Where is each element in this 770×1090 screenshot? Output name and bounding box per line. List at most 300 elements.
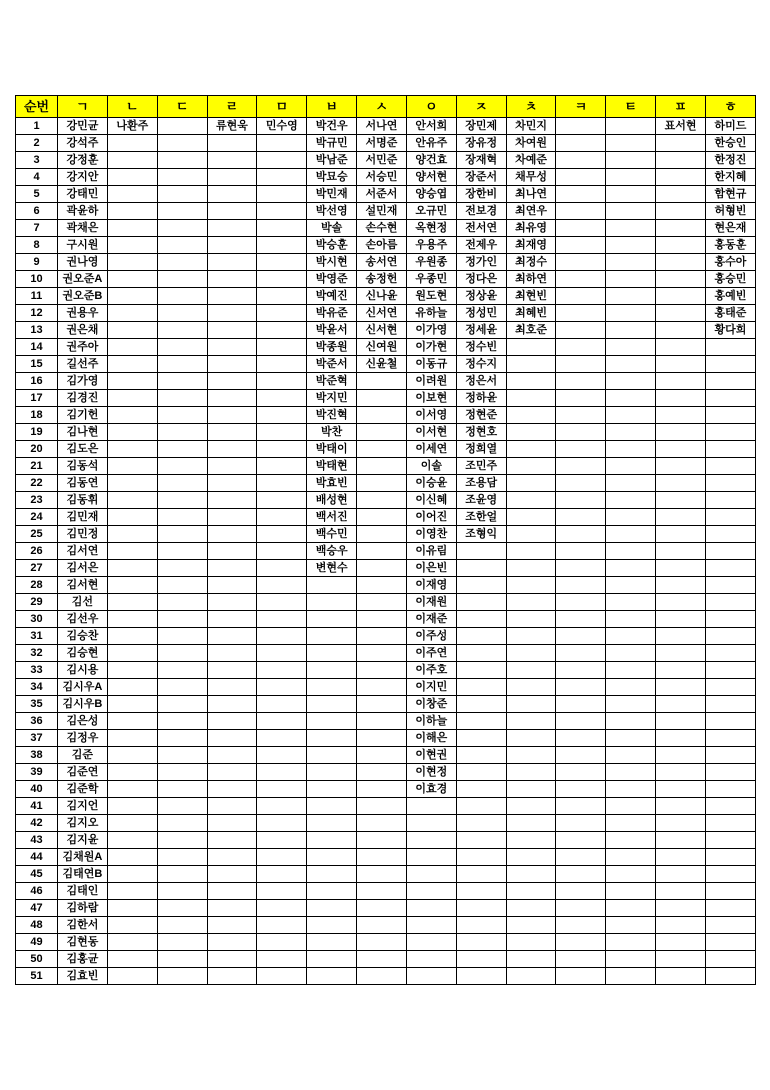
empty-cell [656, 288, 706, 305]
name-cell: 정상윤 [456, 288, 506, 305]
empty-cell [506, 679, 556, 696]
name-cell: 박종원 [307, 339, 357, 356]
empty-cell [506, 424, 556, 441]
empty-cell [357, 764, 407, 781]
name-roster-table [15, 95, 756, 985]
empty-cell [656, 764, 706, 781]
row-number-cell: 22 [16, 475, 58, 492]
name-cell: 김홍균 [58, 951, 108, 968]
empty-cell [705, 917, 755, 934]
name-cell: 옥현정 [406, 220, 456, 237]
name-cell: 김태연B [58, 866, 108, 883]
empty-cell [456, 968, 506, 985]
empty-cell [506, 509, 556, 526]
empty-cell [705, 696, 755, 713]
name-cell: 최연우 [506, 203, 556, 220]
table-row [16, 951, 756, 968]
name-cell: 정현준 [456, 407, 506, 424]
table-row [16, 356, 756, 373]
empty-cell [606, 679, 656, 696]
name-cell: 이하늘 [406, 713, 456, 730]
empty-cell [357, 815, 407, 832]
empty-cell [207, 220, 257, 237]
empty-cell [705, 373, 755, 390]
empty-cell [157, 390, 207, 407]
empty-cell [157, 679, 207, 696]
empty-cell [656, 169, 706, 186]
empty-cell [207, 917, 257, 934]
name-cell: 백서진 [307, 509, 357, 526]
empty-cell [705, 934, 755, 951]
empty-cell [157, 781, 207, 798]
name-cell: 김하람 [58, 900, 108, 917]
name-cell: 양승엽 [406, 186, 456, 203]
name-cell: 전보경 [456, 203, 506, 220]
empty-cell [606, 611, 656, 628]
empty-cell [705, 594, 755, 611]
empty-cell [656, 560, 706, 577]
name-cell: 정성민 [456, 305, 506, 322]
empty-cell [556, 254, 606, 271]
name-cell: 설민재 [357, 203, 407, 220]
empty-cell [656, 968, 706, 985]
column-header-7: ㅅ [357, 96, 407, 118]
name-cell: 전제우 [456, 237, 506, 254]
empty-cell [257, 645, 307, 662]
empty-cell [357, 645, 407, 662]
table-row [16, 390, 756, 407]
empty-cell [556, 424, 606, 441]
empty-cell [157, 203, 207, 220]
name-cell: 김서연 [58, 543, 108, 560]
empty-cell [556, 526, 606, 543]
empty-cell [606, 883, 656, 900]
empty-cell [506, 390, 556, 407]
empty-cell [556, 832, 606, 849]
empty-cell [506, 781, 556, 798]
name-cell: 조윤영 [456, 492, 506, 509]
table-row [16, 169, 756, 186]
row-number-cell: 2 [16, 135, 58, 152]
name-cell: 박건우 [307, 118, 357, 135]
empty-cell [656, 186, 706, 203]
empty-cell [107, 951, 157, 968]
empty-cell [556, 815, 606, 832]
name-cell: 최정수 [506, 254, 556, 271]
name-cell: 변현수 [307, 560, 357, 577]
empty-cell [506, 849, 556, 866]
empty-cell [157, 645, 207, 662]
name-cell: 이현정 [406, 764, 456, 781]
name-cell: 함현규 [705, 186, 755, 203]
name-cell: 이려원 [406, 373, 456, 390]
table-row [16, 577, 756, 594]
name-cell: 채무성 [506, 169, 556, 186]
name-cell: 박진혁 [307, 407, 357, 424]
empty-cell [207, 628, 257, 645]
empty-cell [307, 866, 357, 883]
empty-cell [307, 594, 357, 611]
column-header-12: ㅌ [606, 96, 656, 118]
empty-cell [207, 883, 257, 900]
table-row [16, 186, 756, 203]
empty-cell [556, 152, 606, 169]
column-header-5: ㅁ [257, 96, 307, 118]
empty-cell [705, 356, 755, 373]
name-cell: 김태인 [58, 883, 108, 900]
name-cell: 전서연 [456, 220, 506, 237]
empty-cell [357, 458, 407, 475]
serial-column-header: 순번 [16, 96, 58, 118]
name-cell: 김도은 [58, 441, 108, 458]
empty-cell [357, 509, 407, 526]
empty-cell [107, 135, 157, 152]
empty-cell [157, 288, 207, 305]
empty-cell [705, 900, 755, 917]
empty-cell [157, 118, 207, 135]
empty-cell [307, 951, 357, 968]
empty-cell [656, 798, 706, 815]
empty-cell [257, 254, 307, 271]
empty-cell [606, 492, 656, 509]
empty-cell [556, 560, 606, 577]
name-cell: 하미드 [705, 118, 755, 135]
empty-cell [207, 662, 257, 679]
empty-cell [556, 594, 606, 611]
empty-cell [357, 900, 407, 917]
table-row [16, 305, 756, 322]
empty-cell [705, 526, 755, 543]
empty-cell [456, 917, 506, 934]
empty-cell [257, 220, 307, 237]
empty-cell [157, 135, 207, 152]
name-cell: 권은채 [58, 322, 108, 339]
empty-cell [506, 543, 556, 560]
empty-cell [506, 458, 556, 475]
empty-cell [207, 866, 257, 883]
table-row [16, 424, 756, 441]
empty-cell [606, 220, 656, 237]
empty-cell [257, 509, 307, 526]
empty-cell [606, 152, 656, 169]
header-row [16, 96, 756, 118]
row-number-cell: 38 [16, 747, 58, 764]
row-number-cell: 24 [16, 509, 58, 526]
empty-cell [656, 577, 706, 594]
empty-cell [307, 764, 357, 781]
empty-cell [606, 866, 656, 883]
empty-cell [357, 832, 407, 849]
empty-cell [107, 254, 157, 271]
name-cell: 이재원 [406, 594, 456, 611]
empty-cell [456, 934, 506, 951]
name-cell: 이창준 [406, 696, 456, 713]
empty-cell [506, 730, 556, 747]
empty-cell [506, 407, 556, 424]
name-cell: 이서현 [406, 424, 456, 441]
name-cell: 최호준 [506, 322, 556, 339]
empty-cell [606, 764, 656, 781]
empty-cell [207, 560, 257, 577]
empty-cell [357, 883, 407, 900]
empty-cell [606, 645, 656, 662]
name-cell: 박찬 [307, 424, 357, 441]
name-cell: 홍예빈 [705, 288, 755, 305]
empty-cell [606, 118, 656, 135]
empty-cell [656, 611, 706, 628]
row-number-cell: 13 [16, 322, 58, 339]
empty-cell [606, 373, 656, 390]
row-number-cell: 34 [16, 679, 58, 696]
name-cell: 이승윤 [406, 475, 456, 492]
name-cell: 신윤철 [357, 356, 407, 373]
empty-cell [357, 866, 407, 883]
empty-cell [157, 356, 207, 373]
row-number-cell: 14 [16, 339, 58, 356]
name-cell: 박효빈 [307, 475, 357, 492]
empty-cell [257, 458, 307, 475]
name-cell: 박민재 [307, 186, 357, 203]
empty-cell [556, 628, 606, 645]
empty-cell [705, 611, 755, 628]
empty-cell [107, 305, 157, 322]
name-cell: 김경진 [58, 390, 108, 407]
empty-cell [307, 798, 357, 815]
empty-cell [207, 271, 257, 288]
row-number-cell: 33 [16, 662, 58, 679]
name-cell: 이현권 [406, 747, 456, 764]
name-cell: 홍승민 [705, 271, 755, 288]
empty-cell [257, 679, 307, 696]
empty-cell [307, 781, 357, 798]
empty-cell [157, 798, 207, 815]
empty-cell [207, 492, 257, 509]
row-number-cell: 36 [16, 713, 58, 730]
table-row [16, 407, 756, 424]
empty-cell [257, 288, 307, 305]
empty-cell [656, 509, 706, 526]
empty-cell [556, 305, 606, 322]
empty-cell [406, 900, 456, 917]
empty-cell [705, 730, 755, 747]
empty-cell [556, 900, 606, 917]
empty-cell [656, 849, 706, 866]
empty-cell [107, 203, 157, 220]
empty-cell [257, 696, 307, 713]
table-row [16, 543, 756, 560]
empty-cell [506, 475, 556, 492]
name-cell: 김준 [58, 747, 108, 764]
name-cell: 권나영 [58, 254, 108, 271]
empty-cell [207, 781, 257, 798]
table-row [16, 203, 756, 220]
name-cell: 김준연 [58, 764, 108, 781]
empty-cell [556, 883, 606, 900]
empty-cell [406, 798, 456, 815]
name-cell: 송정헌 [357, 271, 407, 288]
empty-cell [357, 849, 407, 866]
empty-cell [157, 441, 207, 458]
empty-cell [606, 662, 656, 679]
empty-cell [656, 713, 706, 730]
empty-cell [506, 951, 556, 968]
row-number-cell: 48 [16, 917, 58, 934]
name-cell: 이보현 [406, 390, 456, 407]
empty-cell [656, 543, 706, 560]
empty-cell [257, 492, 307, 509]
empty-cell [606, 135, 656, 152]
row-number-cell: 8 [16, 237, 58, 254]
empty-cell [606, 900, 656, 917]
empty-cell [556, 407, 606, 424]
empty-cell [606, 288, 656, 305]
name-cell: 김승현 [58, 645, 108, 662]
empty-cell [307, 934, 357, 951]
empty-cell [705, 543, 755, 560]
row-number-cell: 12 [16, 305, 58, 322]
empty-cell [556, 135, 606, 152]
name-cell: 이신혜 [406, 492, 456, 509]
empty-cell [606, 730, 656, 747]
empty-cell [656, 271, 706, 288]
empty-cell [357, 798, 407, 815]
roster-sheet [15, 95, 756, 985]
empty-cell [257, 577, 307, 594]
empty-cell [705, 764, 755, 781]
empty-cell [257, 305, 307, 322]
empty-cell [157, 152, 207, 169]
empty-cell [307, 917, 357, 934]
empty-cell [357, 424, 407, 441]
empty-cell [406, 917, 456, 934]
name-cell: 한정진 [705, 152, 755, 169]
name-cell: 박지민 [307, 390, 357, 407]
empty-cell [207, 203, 257, 220]
empty-cell [406, 815, 456, 832]
row-number-cell: 10 [16, 271, 58, 288]
empty-cell [656, 492, 706, 509]
row-number-cell: 45 [16, 866, 58, 883]
empty-cell [606, 390, 656, 407]
row-number-cell: 4 [16, 169, 58, 186]
name-cell: 김시우B [58, 696, 108, 713]
name-cell: 김시용 [58, 662, 108, 679]
empty-cell [556, 169, 606, 186]
empty-cell [406, 883, 456, 900]
empty-cell [107, 815, 157, 832]
empty-cell [107, 220, 157, 237]
table-row [16, 594, 756, 611]
empty-cell [107, 475, 157, 492]
empty-cell [257, 186, 307, 203]
empty-cell [207, 577, 257, 594]
empty-cell [207, 407, 257, 424]
empty-cell [307, 628, 357, 645]
empty-cell [606, 475, 656, 492]
name-cell: 이지민 [406, 679, 456, 696]
name-cell: 김승찬 [58, 628, 108, 645]
empty-cell [107, 458, 157, 475]
empty-cell [656, 526, 706, 543]
empty-cell [157, 560, 207, 577]
empty-cell [456, 883, 506, 900]
row-number-cell: 26 [16, 543, 58, 560]
empty-cell [307, 968, 357, 985]
table-row [16, 237, 756, 254]
empty-cell [656, 373, 706, 390]
empty-cell [656, 883, 706, 900]
empty-cell [506, 798, 556, 815]
empty-cell [157, 424, 207, 441]
empty-cell [157, 475, 207, 492]
name-cell: 박윤서 [307, 322, 357, 339]
empty-cell [656, 679, 706, 696]
empty-cell [705, 424, 755, 441]
name-cell: 김서현 [58, 577, 108, 594]
empty-cell [556, 441, 606, 458]
empty-cell [357, 713, 407, 730]
name-cell: 장한비 [456, 186, 506, 203]
empty-cell [207, 322, 257, 339]
empty-cell [406, 934, 456, 951]
name-cell: 박선영 [307, 203, 357, 220]
name-cell: 오규민 [406, 203, 456, 220]
empty-cell [606, 186, 656, 203]
roster-table-header [16, 96, 756, 118]
name-cell: 강지안 [58, 169, 108, 186]
empty-cell [107, 356, 157, 373]
name-cell: 정다은 [456, 271, 506, 288]
empty-cell [257, 713, 307, 730]
empty-cell [207, 390, 257, 407]
empty-cell [556, 696, 606, 713]
empty-cell [107, 543, 157, 560]
name-cell: 김효빈 [58, 968, 108, 985]
empty-cell [157, 577, 207, 594]
name-cell: 나환주 [107, 118, 157, 135]
empty-cell [705, 458, 755, 475]
table-row [16, 339, 756, 356]
name-cell: 현은재 [705, 220, 755, 237]
empty-cell [656, 730, 706, 747]
empty-cell [705, 339, 755, 356]
empty-cell [606, 322, 656, 339]
empty-cell [357, 917, 407, 934]
empty-cell [157, 917, 207, 934]
empty-cell [357, 492, 407, 509]
column-header-13: ㅍ [656, 96, 706, 118]
table-row [16, 747, 756, 764]
empty-cell [157, 322, 207, 339]
empty-cell [107, 696, 157, 713]
empty-cell [257, 543, 307, 560]
empty-cell [157, 543, 207, 560]
name-cell: 조형익 [456, 526, 506, 543]
empty-cell [556, 747, 606, 764]
empty-cell [456, 815, 506, 832]
empty-cell [207, 764, 257, 781]
empty-cell [207, 356, 257, 373]
name-cell: 홍수아 [705, 254, 755, 271]
empty-cell [157, 492, 207, 509]
empty-cell [456, 628, 506, 645]
empty-cell [207, 339, 257, 356]
empty-cell [307, 730, 357, 747]
empty-cell [257, 594, 307, 611]
name-cell: 조용담 [456, 475, 506, 492]
row-number-cell: 7 [16, 220, 58, 237]
name-cell: 안유주 [406, 135, 456, 152]
